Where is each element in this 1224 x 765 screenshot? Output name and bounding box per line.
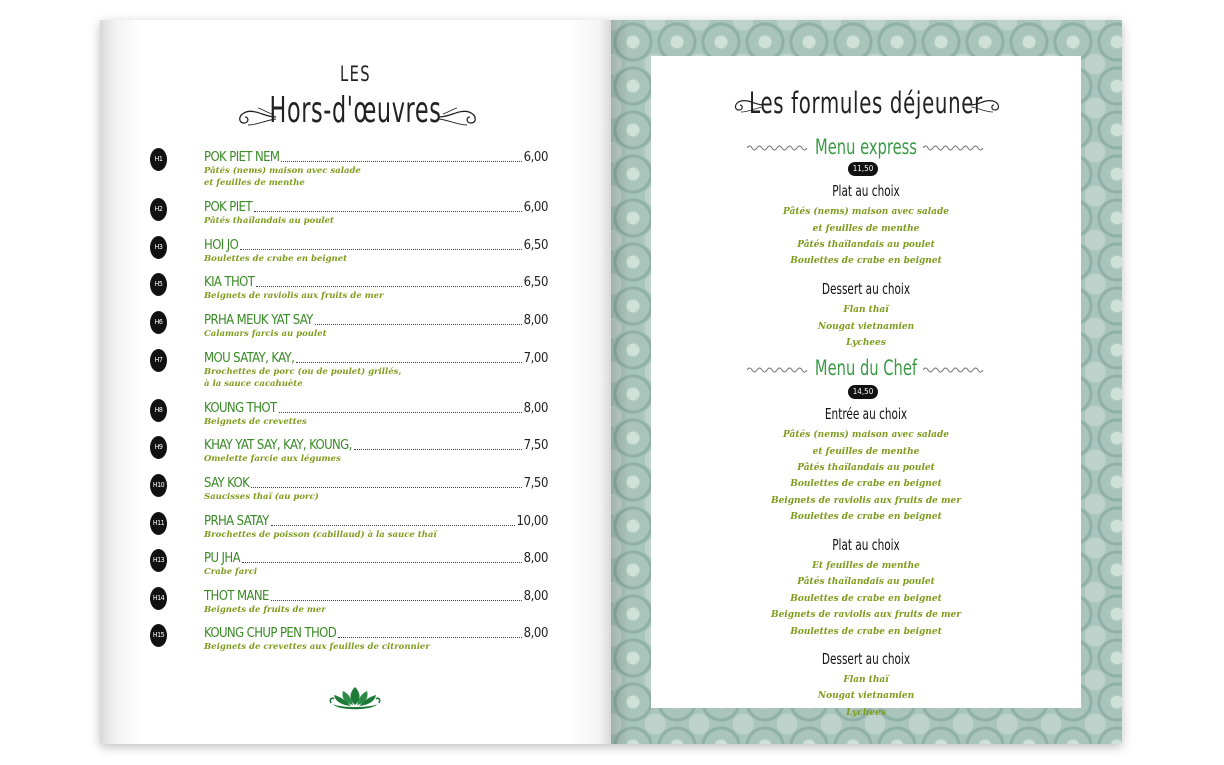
item-number-badge: H3 [150, 236, 167, 259]
menu-item [100, 550, 611, 586]
menu-item [100, 625, 611, 661]
item-description [204, 290, 464, 302]
dotted-leader [279, 411, 522, 413]
item-name: SAY KOK [204, 476, 250, 491]
dotted-leader [315, 323, 522, 325]
item-name: KHAY YAT SAY, KAY, KOUNG, [204, 438, 352, 453]
formule-item: Pâtés (nems) maison avec salade [782, 430, 950, 440]
formule-item: Nougat vietnamien [817, 691, 915, 701]
section-heading: Dessert au choix [821, 650, 911, 668]
item-description [204, 366, 464, 390]
item-name: POK PIET NEM [204, 150, 280, 165]
item-name: KOUNG CHUP PEN THOD [204, 626, 337, 641]
formule-item: Boulettes de crabe en beignet [790, 512, 942, 522]
menu-item [100, 274, 611, 310]
formule-item: Flan thaï [843, 305, 889, 315]
section-heading: Dessert au choix [821, 280, 911, 298]
item-number-badge: H15 [150, 624, 167, 647]
small-title: LES [339, 62, 372, 86]
formule-item: et feuilles de menthe [812, 224, 920, 234]
item-number-badge: H14 [150, 587, 167, 610]
menu-du-chef-title: Menu du Chef [814, 356, 918, 380]
item-description [204, 416, 464, 428]
formule-item: Boulettes de crabe en beignet [790, 594, 942, 604]
item-name: PU JHA [204, 551, 240, 566]
formules-page [611, 20, 1122, 744]
formule-item: Beignets de raviolis aux fruits de mer [770, 496, 962, 506]
section-heading: Plat au choix [832, 182, 900, 200]
formule-item: Et feuilles de menthe [812, 561, 920, 571]
menu-item [100, 475, 611, 511]
item-number-badge: H11 [150, 512, 167, 535]
formule-item: Boulettes de crabe en beignet [790, 479, 942, 489]
menu-spread [100, 20, 1122, 744]
formule-item: Lychees [846, 338, 886, 348]
item-name: POK PIET [204, 200, 252, 215]
formule-item: Boulettes de crabe en beignet [790, 256, 942, 266]
item-price: 6,00 [523, 200, 548, 215]
item-price: 8,00 [523, 626, 548, 641]
desc-line: Omelette farcie aux légumes [204, 454, 341, 464]
item-name: KOUNG THOT [204, 401, 277, 416]
dotted-leader [354, 448, 522, 450]
item-price: 8,00 [523, 313, 548, 328]
desc-line: Boulettes de crabe en beignet [204, 254, 348, 264]
menu-item [100, 513, 611, 549]
desc-line: à la sauce cacahuète [204, 379, 303, 389]
desc-line: Calamars farcis au poulet [204, 329, 327, 339]
desc-line: Beignets de crevettes [204, 417, 307, 427]
menu-item [100, 437, 611, 473]
dotted-leader [242, 561, 522, 563]
formules-card [651, 56, 1081, 718]
item-price: 8,00 [523, 401, 548, 416]
desc-line: Beignets de crevettes aux feuilles de citronnier [204, 642, 430, 652]
item-number-badge: H10 [150, 474, 167, 497]
item-price: 7,50 [523, 438, 548, 453]
desc-line: et feuilles de menthe [204, 178, 305, 188]
item-description [204, 566, 464, 578]
formule-item: et feuilles de menthe [812, 447, 920, 457]
dotted-leader [271, 524, 515, 526]
item-price: 7,00 [523, 351, 548, 366]
formule-item: Beignets de raviolis aux fruits de mer [770, 610, 962, 620]
formules-title: Les formules déjeuner [749, 86, 983, 120]
item-description [204, 215, 464, 227]
item-description [204, 604, 464, 616]
menu-item [100, 237, 611, 273]
desc-line: Beignets de fruits de mer [204, 605, 326, 615]
desc-line: Pâtés thaïlandais au poulet [204, 216, 334, 226]
dotted-leader [281, 160, 521, 162]
formule-item: Boulettes de crabe en beignet [790, 627, 942, 637]
item-name: HOI JO [204, 238, 239, 253]
dotted-rule-icon [923, 366, 985, 374]
item-number-badge: H13 [150, 549, 167, 572]
item-name: MOU SATAY, KAY, [204, 351, 295, 366]
item-description [204, 453, 464, 465]
dotted-leader [240, 248, 521, 250]
page-title: Hors-d'œuvres [269, 90, 442, 131]
price-badge: 11,50 [848, 162, 878, 176]
dotted-leader [296, 361, 521, 363]
formule-item: Pâtés thaïlandais au poulet [797, 463, 935, 473]
item-name: THOT MANE [204, 589, 269, 604]
dotted-rule-icon [923, 144, 985, 152]
flourish-right-icon [437, 106, 483, 128]
item-name: PRHA SATAY [204, 514, 269, 529]
section-heading: Plat au choix [832, 536, 900, 554]
item-description [204, 491, 464, 503]
dotted-leader [256, 285, 521, 287]
desc-line: Saucisses thaï (au porc) [204, 492, 319, 502]
dotted-leader [254, 210, 522, 212]
formule-item: Nougat vietnamien [817, 322, 915, 332]
price-badge: 14,50 [848, 385, 878, 399]
item-description [204, 328, 464, 340]
item-price: 10,00 [516, 514, 548, 529]
item-number-badge: H2 [150, 198, 167, 221]
desc-line: Crabe farci [204, 567, 258, 577]
section-heading: Entrée au choix [824, 405, 908, 423]
formule-item: Lychees [846, 708, 886, 718]
item-number-badge: H9 [150, 436, 167, 459]
item-price: 8,00 [523, 589, 548, 604]
item-price: 7,50 [523, 476, 548, 491]
menu-item [100, 312, 611, 348]
item-description [204, 253, 464, 265]
item-description [204, 641, 464, 653]
hors-doeuvres-page [100, 20, 611, 744]
item-number-badge: H8 [150, 399, 167, 422]
desc-line: Brochettes de porc (ou de poulet) grillés, [204, 367, 402, 377]
item-number-badge: H1 [150, 148, 167, 171]
item-number-badge: H6 [150, 311, 167, 334]
lotus-logo-icon [329, 684, 381, 712]
menu-item [100, 400, 611, 436]
swirl-icon [969, 96, 1005, 114]
item-description [204, 165, 464, 189]
menu-express-title: Menu express [815, 135, 917, 159]
desc-line: Pâtés (nems) maison avec salade [204, 166, 361, 176]
item-number-badge: H7 [150, 349, 167, 372]
item-price: 6,50 [523, 275, 548, 290]
item-name: PRHA MEUK YAT SAY [204, 313, 313, 328]
item-price: 6,00 [523, 150, 548, 165]
item-name: KIA THOT [204, 275, 255, 290]
formule-item: Pâtés (nems) maison avec salade [782, 207, 950, 217]
menu-item [100, 199, 611, 235]
item-number-badge: H5 [150, 273, 167, 296]
formule-item: Flan thaï [843, 675, 889, 685]
dotted-leader [271, 599, 522, 601]
formule-item: Pâtés thaïlandais au poulet [797, 577, 935, 587]
item-price: 6,50 [523, 238, 548, 253]
dotted-leader [338, 636, 521, 638]
dotted-leader [251, 486, 521, 488]
formule-item: Pâtés thaïlandais au poulet [797, 240, 935, 250]
item-price: 8,00 [523, 551, 548, 566]
menu-item [100, 588, 611, 624]
item-description [204, 529, 464, 541]
desc-line: Beignets de raviolis aux fruits de mer [204, 291, 384, 301]
menu-item [100, 149, 611, 188]
desc-line: Brochettes de poisson (cabillaud) à la sauce thaï [204, 530, 437, 540]
menu-item [100, 350, 611, 389]
